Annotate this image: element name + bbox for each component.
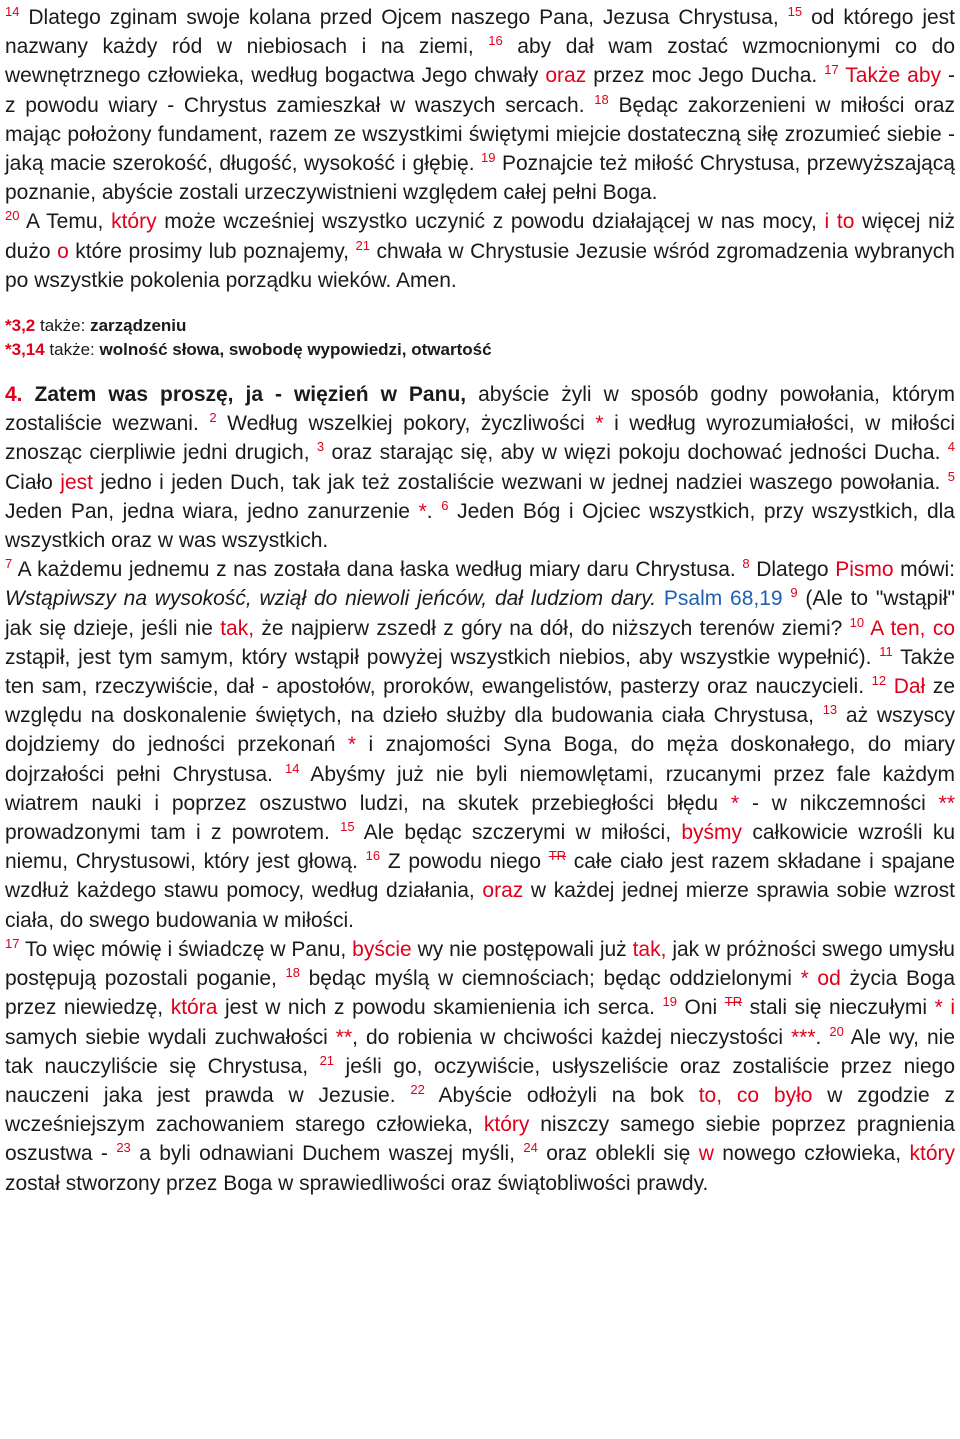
verse-text: całe ciało jest razem składane i spajane wzdłuż każdego stawu pomocy, według działania, — [5, 850, 955, 903]
verse-text: jeśli go, oczywiście, usłyszeliście oraz zostaliście przez niego nauczeni jaka jest prawda w Jezusie. — [5, 1054, 955, 1107]
verse-number: 20 — [829, 1023, 844, 1039]
paragraph-4-1 — [5, 380, 955, 555]
verse-text: Ciało — [5, 470, 61, 494]
verse-number: 23 — [116, 1140, 131, 1156]
verse-text: mówi: — [893, 558, 955, 582]
verse-text: aby dał wam zostać wzmocnionymi co do wewnętrznego człowieka, według bogactwa Jego chwały — [5, 35, 955, 88]
verse-text: - z powodu wiary - Chrystus zamieszkał w waszych sercach. — [5, 64, 955, 117]
verse-text: Ale wy, nie tak nauczyliście się Chrystusa, — [5, 1025, 955, 1078]
footnote-marker: * — [347, 733, 357, 757]
verse-number: 18 — [285, 965, 300, 981]
added-word: Także aby — [838, 64, 942, 88]
added-word: byście — [352, 937, 412, 961]
footnote-marker: *** — [791, 1025, 816, 1049]
verse-text: chwała w Chrystusie Jezusie wśród zgromadzenia wybranych po wszystkie pokolenia porządku wieków. Amen. — [5, 239, 955, 292]
verse-number: 18 — [594, 91, 609, 107]
paragraph-3-14 — [5, 3, 955, 207]
verse-text: a byli odnawiani Duchem waszej myśli, — [130, 1142, 524, 1166]
textus-receptus-marker: TR — [548, 848, 567, 864]
verse-number: 9 — [790, 585, 798, 601]
added-word: i to — [824, 210, 855, 234]
added-word: Pismo — [835, 558, 894, 582]
verse-text: jak w próżności swego umysłu postępują pozostali poganie, — [5, 937, 955, 991]
verse-number: 15 — [340, 819, 355, 835]
verse-text: stali się nieczułymi — [742, 996, 935, 1020]
added-word: tak, — [220, 616, 255, 640]
verse-text: jest w nich z powodu skamienienia ich serca. — [217, 996, 663, 1020]
verse-text: Ale będąc szczerymi w miłości, — [354, 821, 682, 845]
footnote-marker: * od — [800, 967, 841, 991]
verse-text: Także ten sam, rzeczywiście, dał - apostołów, proroków, ewangelistów, pasterzy oraz nauczycieli. — [5, 645, 955, 699]
verse-number: 22 — [410, 1082, 425, 1098]
verse-number: 13 — [822, 702, 838, 718]
added-word: o — [57, 239, 69, 263]
verse-text: więcej niż dużo — [5, 210, 955, 263]
verse-text: Abyście odłożyli na bok — [424, 1083, 699, 1107]
verse-text: i według wyrozumiałości, w miłości znosząc cierpliwie jedni drugich, — [5, 412, 956, 465]
verse-text: (Ale to "wstąpił" jak się dzieje, jeśli nie — [5, 587, 955, 640]
verse-text: wy nie postępowali już — [411, 937, 633, 961]
footnote-mid: także: — [35, 316, 91, 336]
verse-text: samych siebie wydali zuchwałości — [5, 1025, 336, 1049]
verse-text: - w nikczemności — [739, 791, 939, 815]
verse-number: 12 — [871, 673, 887, 689]
verse-number: 15 — [787, 4, 803, 20]
added-word: Dał — [886, 675, 926, 699]
verse-number: 17 — [824, 62, 839, 78]
footnote — [5, 314, 955, 338]
verse-text: aż wszyscy dojdziemy do jedności przekonań — [5, 704, 955, 757]
verse-number: 5 — [947, 468, 955, 484]
added-word: który — [111, 210, 157, 234]
verse-number: 24 — [523, 1140, 538, 1156]
textus-receptus-marker: TR — [724, 994, 743, 1010]
verse-text: , do robienia w chciwości każdej nieczystości — [352, 1025, 791, 1049]
verse-text: został stworzony przez Boga w sprawiedliwości oraz świątobliwości prawdy. — [5, 1171, 709, 1195]
verse-number: 10 — [849, 614, 865, 630]
verse-text: niszczy samego siebie poprzez pragnienia oszustwa - — [5, 1113, 955, 1166]
added-word: tak, — [632, 937, 667, 961]
verse-number: 14 — [285, 760, 300, 776]
verse-text: Według wszelkiej pokory, życzliwości — [216, 412, 596, 436]
footnote-marker: ** — [938, 791, 955, 815]
verse-number: 16 — [365, 848, 381, 864]
verse-text: prowadzonymi tam i z powrotem. — [5, 821, 341, 845]
verse-number: 3 — [316, 439, 325, 455]
verse-text: A każdemu jednemu z nas została dana łaska według miary daru Chrystusa. — [12, 558, 743, 582]
verse-text: które prosimy lub poznajemy, — [68, 239, 356, 263]
added-word: A ten, co — [864, 616, 955, 640]
verse-text: będąc myślą w ciemnościach; będąc oddzielonymi — [299, 967, 801, 991]
verse-text: . — [426, 499, 442, 523]
verse-text: A Temu, — [19, 210, 112, 234]
verse-text: życia Boga przez niewiedzę, — [5, 967, 955, 1020]
verse-number: 7 — [5, 556, 13, 572]
added-word: w — [698, 1142, 714, 1166]
chapter-number: 4. — [5, 383, 23, 407]
verse-text: ze względu na doskonalenie świętych, na dzieło służby dla budowania ciała Chrystusa, — [5, 675, 956, 728]
verse-number: 4 — [947, 439, 955, 455]
added-word: jest — [60, 470, 93, 494]
verse-text: Dlatego zginam swoje kolana przed Ojcem naszego Pana, Jezusa Chrystusa, — [19, 6, 788, 29]
added-word: byśmy — [681, 821, 743, 845]
verse-text: i znajomości Syna Boga, do męża doskonałego, do miary dojrzałości pełni Chrystusa. — [5, 733, 956, 786]
verse-text: Dlatego — [749, 558, 836, 582]
verse-number: 21 — [319, 1052, 335, 1068]
verse-number: 19 — [481, 150, 496, 166]
verse-number: 14 — [5, 4, 20, 20]
verse-text: może wcześniej wszystko uczynić z powodu działającej w nas mocy, — [156, 210, 825, 234]
verse-text: oraz oblekli się — [537, 1142, 699, 1166]
verse-text: Abyśmy już nie byli niemowlętami, rzucanymi przez fale każdym wiatrem nauki i poprzez oszustwo ludzi, na skutek przebiegłości błędu — [5, 762, 955, 815]
footnote-text: wolność słowa, swobodę wypowiedzi, otwartość — [99, 340, 492, 360]
footnote-ref: *3,14 — [5, 340, 45, 360]
scripture-quote: Wstąpiwszy na wysokość, wziął do niewoli jeńców, dał ludziom dary. — [5, 587, 657, 611]
footnotes — [5, 314, 955, 362]
verse-number: 2 — [209, 410, 217, 426]
verse-text: abyście żyli w sposób godny powołania, którym zostaliście wezwani. — [5, 383, 955, 436]
added-word: która — [170, 996, 218, 1020]
verse-text: przez moc Jego Ducha. — [586, 64, 825, 88]
verse-number: 11 — [879, 644, 893, 660]
verse-text: od którego jest nazwany każdy ród w niebiosach i na ziemi, — [5, 6, 955, 59]
verse-text: Poznajcie też miłość Chrystusa, przewyższającą poznanie, abyście zostali urzeczywistnieni względem całej pełni Boga. — [5, 152, 955, 205]
verse-number: 20 — [5, 208, 20, 224]
verse-number: 8 — [742, 556, 750, 572]
added-word: oraz — [482, 879, 524, 903]
verse-text: jedno i jeden Duch, tak jak też zostaliście wezwani w jednej nadziei waszego powołania. — [92, 470, 948, 494]
footnote-marker: * i — [934, 996, 955, 1020]
chapter-lead: Zatem was proszę, ja - więzień w Panu, — [22, 383, 467, 407]
verse-text: Jeden Bóg i Ojciec wszystkich, przy wszystkich, dla wszystkich oraz w was wszystkich. — [5, 499, 955, 553]
verse-number: 17 — [5, 936, 20, 952]
footnote-marker: * — [730, 791, 740, 815]
verse-text: Oni — [676, 996, 725, 1020]
added-word: który — [909, 1142, 955, 1166]
verse-text: że najpierw zszedł z góry na dół, do niższych terenów ziemi? — [254, 616, 850, 640]
verse-text: . — [815, 1025, 830, 1049]
verse-text: w zgodzie z wcześniejszym zachowaniem starego człowieka, — [5, 1083, 955, 1137]
footnote-marker: * — [595, 412, 604, 436]
added-word: oraz — [545, 64, 587, 88]
verse-text: To więc mówię i świadczę w Panu, — [19, 937, 353, 961]
verse-text: całkowicie wzrośli ku niemu, Chrystusowi, który jest głową. — [5, 821, 955, 874]
verse-text: w każdej jednej mierze sprawia sobie wzrost ciała, do swego budowania w miłości. — [5, 879, 955, 932]
verse-text: Z powodu niego — [380, 850, 549, 874]
verse-text: oraz starając się, aby w więzi pokoju dochować jedności Ducha. — [324, 441, 948, 465]
verse-text: Jeden Pan, jedna wiara, jedno zanurzenie — [5, 499, 419, 523]
verse-text: zstąpił, jest tym samym, który wstąpił powyżej wszystkich niebios, aby wszystkie wypełnić). — [5, 645, 880, 669]
verse-number: 6 — [441, 498, 449, 514]
verse-text: nowego człowieka, — [713, 1142, 910, 1166]
psalm-reference[interactable]: Psalm 68,19 — [656, 587, 783, 611]
verse-number: 16 — [488, 33, 503, 49]
footnote-marker: ** — [335, 1025, 353, 1049]
footnote-mid: także: — [44, 340, 100, 360]
paragraph-4-7 — [5, 555, 955, 935]
verse-text: Będąc zakorzenieni w miłości oraz mając położony fundament, razem ze wszystkimi świętymi miejcie dostateczną siłę zrozumieć siebie - jaką macie szerokość, długość, wysokość i głębię. — [5, 93, 955, 176]
footnote — [5, 338, 955, 362]
verse-number: 19 — [662, 994, 677, 1010]
footnote-ref: *3,2 — [5, 316, 36, 336]
added-word: który — [483, 1113, 530, 1137]
footnote-text: zarządzeniu — [90, 316, 187, 336]
verse-number: 21 — [355, 237, 370, 253]
added-word: to, co było — [698, 1083, 813, 1107]
footnote-marker: * — [418, 499, 427, 523]
paragraph-4-17 — [5, 935, 955, 1198]
paragraph-3-20 — [5, 207, 955, 295]
